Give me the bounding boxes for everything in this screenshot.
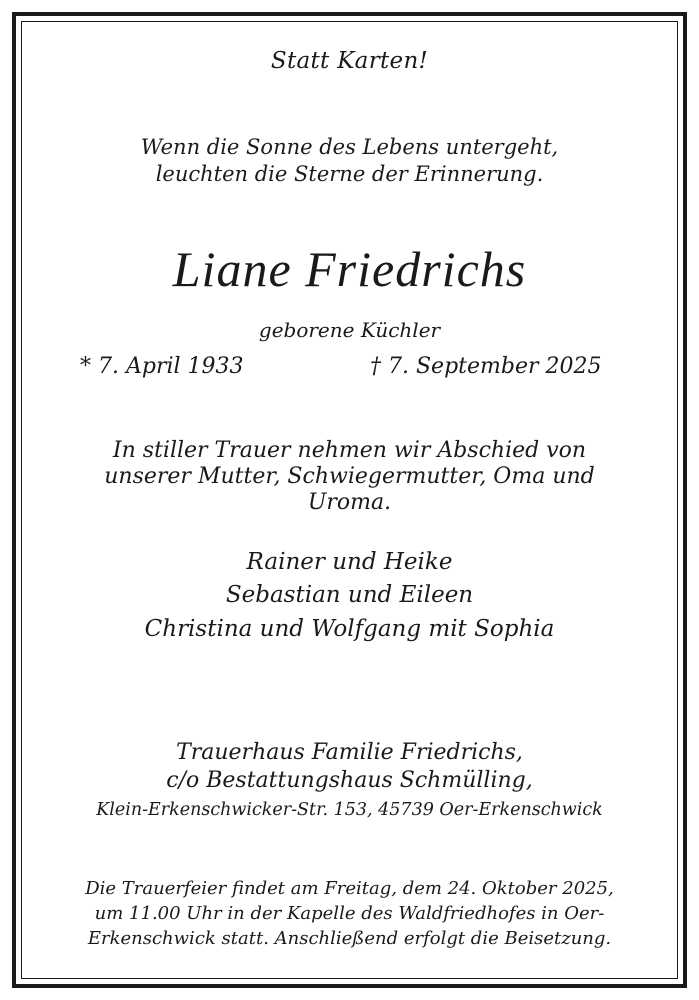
birth-date: * 7. April 1933: [80, 354, 244, 379]
mourning-text-line-2: unserer Mutter, Schwiegermutter, Oma und: [104, 464, 595, 489]
mourning-text-line-3: Uroma.: [307, 490, 392, 515]
ceremony-line-1: Die Trauerfeier findet am Freitag, dem 24. Oktober 2025,: [85, 878, 614, 899]
house-address: Klein-Erkenschwicker-Str. 153, 45739 Oer-Erkenschwick: [96, 800, 603, 820]
maiden-name: geborene Küchler: [258, 318, 441, 342]
house-line-2: c/o Bestattungshaus Schmülling,: [166, 768, 533, 793]
mourning-text-line-1: In stiller Trauer nehmen wir Abschied von: [112, 438, 587, 463]
ceremony-line-3: Erkenschwick statt. Anschließend erfolgt die Beisetzung.: [87, 928, 612, 949]
family-line-1: Rainer und Heike: [246, 549, 453, 575]
ceremony-line-2: um 11.00 Uhr in der Kapelle des Waldfriedhofes in Oer-: [94, 903, 605, 924]
family-line-2: Sebastian und Eileen: [225, 582, 474, 608]
notice-header: Statt Karten!: [270, 48, 429, 74]
quote-line-2: leuchten die Sterne der Erinnerung.: [155, 162, 544, 186]
family-line-3: Christina und Wolfgang mit Sophia: [144, 616, 555, 642]
house-line-1: Trauerhaus Familie Friedrichs,: [176, 740, 523, 765]
quote-line-1: Wenn die Sonne des Lebens untergeht,: [140, 135, 559, 159]
death-date: † 7. September 2025: [370, 354, 602, 379]
deceased-name: Liane Friedrichs: [172, 241, 527, 297]
